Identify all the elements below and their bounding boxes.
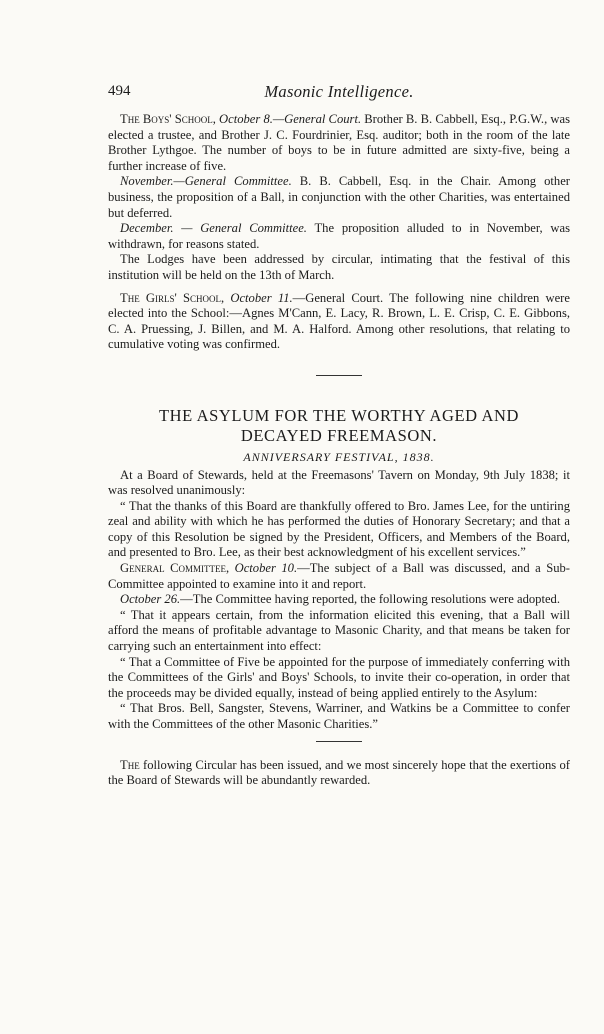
circular-text: following Circular has been issued, and we most sincerely hope that the exertions of the Board of Stewards will be abundantly rewarded.	[108, 757, 570, 788]
general-committee-text: —The subject of a Ball was discussed, and a Sub-Committee appointed to examine into it and report.	[108, 561, 570, 591]
general-committee-paragraph	[108, 561, 570, 592]
asylum-title-line2: DECAYED FREEMASON.	[240, 425, 438, 445]
lodges-paragraph: The Lodges have been addressed by circular, intimating that the festival of this institution will be held on the 13th of March.	[108, 252, 570, 282]
general-committee-lead: General Committee,	[120, 561, 230, 576]
october26-date: October 26.	[120, 592, 181, 607]
girls-school-lead: The Girls' School,	[120, 290, 225, 305]
december-paragraph	[108, 221, 570, 252]
boys-school-date: October 8.—General Court.	[219, 112, 362, 126]
girls-school-paragraph	[108, 291, 570, 353]
page-number: 494	[108, 83, 131, 99]
boys-school-paragraph	[108, 112, 570, 174]
october26-text: —The Committee having reported, the following resolutions were adopted.	[180, 592, 560, 607]
asylum-subtitle: ANNIVERSARY FESTIVAL, 1838.	[243, 449, 435, 464]
asylum-title-line1: THE ASYLUM FOR THE WORTHY AGED AND	[158, 405, 520, 425]
girls-school-text: —General Court. The following nine children were elected into the School:—Agnes M'Cann, E. Lacy, R. Brown, L. E. Crisp, C. E. Gibbons, C. A. Pruessing, J. Billen, and M. A. Halford. Among other resolutions, that relating to cumulative voting was confirmed.	[108, 290, 570, 352]
circular-paragraph	[108, 758, 570, 789]
board-paragraph: At a Board of Stewards, held at the Freemasons' Tavern on Monday, 9th July 1838; it was resolved unanimously:	[108, 467, 570, 498]
text-column	[108, 84, 570, 789]
november-text: B. B. Cabbell, Esq. in the Chair. Among other business, the proposition of a Ball, in conjunction with the other Charities, was entertained but deferred.	[108, 174, 570, 220]
october26-paragraph	[108, 592, 570, 608]
section-divider-2	[316, 741, 362, 742]
page-header	[108, 84, 570, 106]
resolution-2: “ That a Committee of Five be appointed for the purpose of immediately conferring with the Committees of the Girls' and Boys' Schools, to invite their co-operation, in order that the proceeds may be divided equally, instead of being applied entirely to the Asylum:	[108, 654, 570, 700]
resolution-3: “ That Bros. Bell, Sangster, Stevens, Warriner, and Watkins be a Committee to confer with the Committees of the other Masonic Charities.”	[108, 701, 570, 731]
december-text: The proposition alluded to in November, was withdrawn, for reasons stated.	[108, 221, 571, 251]
boys-school-lead: The Boys' School,	[120, 112, 216, 126]
resolution-1: “ That it appears certain, from the information elicited this evening, that a Ball will afford the means of profitable advantage to Masonic Charity, and that means be taken for carrying such an entertainment into effect:	[108, 607, 570, 654]
running-title: Masonic Intelligence.	[264, 82, 414, 101]
general-committee-date: October 10.	[234, 561, 298, 576]
november-paragraph	[108, 174, 570, 221]
december-date: December. — General Committee.	[120, 221, 307, 236]
girls-school-date: October 11.	[230, 290, 293, 305]
resolution-paragraph: “ That the thanks of this Board are thankfully offered to Bro. James Lee, for the untiring zeal and ability with which he has performed the duties of Honorary Secretary; and that a copy of this Resolution be signed by the President, Officers, and Members of the Board, and presented to Bro. Lee, as their best acknowledgment of his excellent services.”	[108, 498, 570, 560]
circular-lead: The	[120, 757, 140, 772]
november-date: November.—General Committee.	[120, 174, 292, 189]
section-divider	[316, 375, 362, 376]
boys-school-text: Brother B. B. Cabbell, Esq., P.G.W., was elected a trustee, and Brother J. C. Fourdrinier, Esq. auditor; both in the room of the late Brother Lythgoe. The number of boys to be in future admitted are sixty-five, being a further increase of five.	[108, 112, 570, 173]
